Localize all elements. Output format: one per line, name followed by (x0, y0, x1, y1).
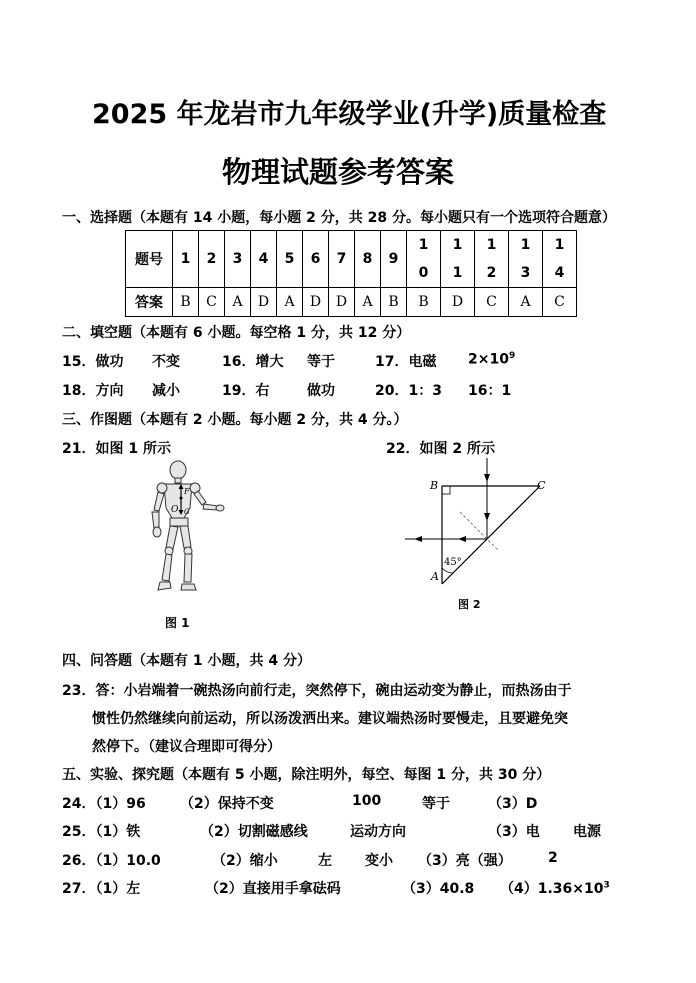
answer-24c: 100 (352, 793, 382, 809)
answer-20b: 16：1 (468, 383, 512, 399)
question-21-label: 21．如图 1 所示 (62, 441, 171, 457)
answer-25b: （2）切割磁感线 (200, 824, 308, 840)
figure-1-caption: 图 1 (165, 616, 190, 630)
answer-25c: 运动方向 (350, 824, 406, 840)
answer-24a: 24．（1）96 (62, 796, 146, 812)
prism-figure-2 (400, 458, 560, 611)
table-row-answers (126, 288, 577, 317)
answer-26c: 左 (318, 853, 332, 869)
table-cell-answer: C (199, 288, 225, 317)
robot-figure-1 (140, 458, 230, 606)
table-cell-number: 3 (225, 231, 251, 288)
table-cell-answer: D (303, 288, 329, 317)
answer-24b: （2）保持不变 (180, 796, 274, 812)
answer-17: 17．电磁 (375, 354, 437, 370)
answer-23-line2: 惯性仍然继续向前运动，所以汤泼洒出来。建议端热汤时要慢走，且要避免突 (92, 711, 568, 727)
answer-16b: 等于 (307, 354, 335, 370)
table-row-numbers (126, 231, 577, 288)
table-header-answer: 答案 (126, 288, 173, 317)
table-cell-number: 1 2 (475, 231, 509, 288)
table-cell-answer: A (277, 288, 303, 317)
vertex-label-a: A (431, 570, 439, 583)
answer-26a: 26．（1）10.0 (62, 853, 161, 869)
table-cell-answer: B (407, 288, 441, 317)
force-label-g: G (184, 508, 190, 516)
table-cell-number: 1 1 (441, 231, 475, 288)
table-cell-answer: C (543, 288, 577, 317)
answer-25e: 电源 (573, 824, 601, 840)
answer-17b: $2\times 10^9$ (468, 351, 516, 368)
answer-18b: 减小 (152, 383, 180, 399)
table-cell-number: 4 (251, 231, 277, 288)
point-label-o: O (171, 505, 179, 515)
table-cell-number: 7 (329, 231, 355, 288)
section-2-heading: 二、填空题（本题有 6 小题。每空格 1 分，共 12 分） (62, 325, 411, 341)
table-cell-number: 2 (199, 231, 225, 288)
table-cell-answer: C (475, 288, 509, 317)
document-title: 2025 年龙岩市九年级学业(升学)质量检查 (92, 99, 607, 130)
answer-20: 20．1：3 (375, 383, 442, 399)
answer-24d: 等于 (422, 796, 450, 812)
answer-16: 16．增大 (222, 354, 284, 370)
answer-19b: 做功 (307, 383, 335, 399)
answer-18: 18．方向 (62, 383, 124, 399)
table-cell-answer: B (173, 288, 199, 317)
vertex-label-b: B (430, 479, 439, 492)
section-3-heading: 三、作图题（本题有 2 小题。每小题 2 分，共 4 分。） (62, 412, 408, 428)
document-subtitle: 物理试题参考答案 (222, 155, 455, 189)
answer-26f: 2 (548, 850, 558, 866)
table-cell-number: 6 (303, 231, 329, 288)
answer-27a: 27．（1）左 (62, 881, 141, 897)
table-cell-answer: A (225, 288, 251, 317)
answer-19: 19．右 (222, 383, 270, 399)
table-cell-answer: A (509, 288, 543, 317)
answer-15: 15．做功 (62, 354, 124, 370)
table-header-number: 题号 (126, 231, 173, 288)
section-5-heading: 五、实验、探究题（本题有 5 小题，除注明外，每空、每图 1 分，共 30 分） (62, 767, 551, 783)
table-cell-number: 5 (277, 231, 303, 288)
table-cell-number: 1 3 (509, 231, 543, 288)
table-cell-number: 1 (173, 231, 199, 288)
vertex-label-c: C (537, 479, 546, 492)
answer-table (125, 230, 577, 317)
answer-25a: 25．（1）铁 (62, 824, 141, 840)
section-1-heading: 一、选择题（本题有 14 小题，每小题 2 分，共 28 分。每小题只有一个选项符合题意） (62, 210, 616, 226)
answer-27b: （2）直接用手拿砝码 (205, 881, 341, 897)
force-label-f: F (184, 487, 190, 496)
answer-23-line1: 23．答：小岩端着一碗热汤向前行走，突然停下，碗由运动变为静止，而热汤由于 (62, 683, 572, 699)
table-cell-answer: D (251, 288, 277, 317)
answer-26d: 变小 (365, 853, 393, 869)
answer-26e: （3）亮（强） (418, 853, 512, 869)
figure-2-caption: 图 2 (458, 598, 481, 611)
answer-24e: （3）D (488, 796, 538, 812)
question-22-label: 22．如图 2 所示 (386, 441, 495, 457)
answer-27c: （3）40.8 (402, 881, 475, 897)
table-cell-number: 8 (355, 231, 381, 288)
angle-label: 45° (444, 557, 462, 568)
table-cell-answer: D (441, 288, 475, 317)
table-cell-number: 1 0 (407, 231, 441, 288)
table-cell-number: 9 (381, 231, 407, 288)
table-cell-answer: A (355, 288, 381, 317)
answer-15b: 不变 (152, 354, 180, 370)
answer-25d: （3）电 (488, 824, 540, 840)
table-cell-answer: D (329, 288, 355, 317)
answer-27d: $(4)1.36\times 10^3$ (500, 880, 610, 897)
answer-26b: （2）缩小 (212, 853, 278, 869)
table-cell-answer: B (381, 288, 407, 317)
section-4-heading: 四、问答题（本题有 1 小题，共 4 分） (62, 653, 311, 669)
answer-23-line3: 然停下。（建议合理即可得分） (92, 739, 281, 755)
table-cell-number: 1 4 (543, 231, 577, 288)
